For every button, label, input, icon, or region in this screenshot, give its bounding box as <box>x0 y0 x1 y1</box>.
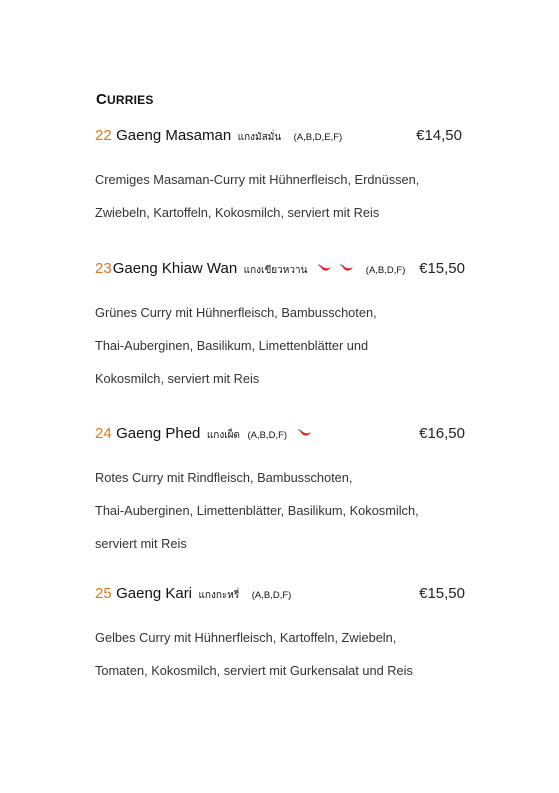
item-name: Gaeng Phed <box>116 425 201 442</box>
chili-pepper-icon <box>340 264 354 274</box>
description-line: Tomaten, Kokosmilch, serviert mit Gurkensalat und Reis <box>95 663 413 678</box>
item-allergens: (A,B,D,F) <box>247 430 288 441</box>
item-description <box>95 461 467 560</box>
item-thai-name: แกงมัสมั่น <box>237 132 282 143</box>
item-price: €14,50 <box>416 127 462 144</box>
description-line: Cremiges Masaman-Curry mit Hühnerfleisch, Erdnüssen, <box>95 172 420 187</box>
item-name: Gaeng Kari <box>116 585 193 602</box>
item-number: 24 <box>95 425 112 442</box>
description-line: serviert mit Reis <box>95 536 187 551</box>
description-line: Rotes Curry mit Rindfleisch, Bambusschoten, <box>95 470 353 485</box>
item-description <box>95 296 467 395</box>
chili-rating <box>298 425 316 443</box>
item-name: Gaeng Masaman <box>116 127 232 144</box>
menu-item <box>95 260 467 395</box>
chili-rating <box>318 260 358 278</box>
menu-item-header <box>95 127 467 147</box>
item-allergens: (A,B,D,E,F) <box>293 132 343 143</box>
item-number: 23 <box>95 260 112 277</box>
item-price: €15,50 <box>419 260 465 277</box>
item-number: 22 <box>95 127 112 144</box>
item-allergens: (A,B,D,F) <box>365 265 406 276</box>
chili-pepper-icon <box>318 264 332 274</box>
menu-item-header <box>95 585 467 605</box>
description-line: Kokosmilch, serviert mit Reis <box>95 371 260 386</box>
description-line: Thai-Auberginen, Limettenblätter, Basilikum, Kokosmilch, <box>95 503 419 518</box>
item-thai-name: แกงกะหรี่ <box>198 590 240 601</box>
section-title-rest: URRIES <box>107 93 154 107</box>
menu-item <box>95 425 467 560</box>
section-title <box>96 91 154 108</box>
item-thai-name: แกงเผ็ด <box>206 430 240 441</box>
menu-item-header <box>95 425 467 445</box>
description-line: Grünes Curry mit Hühnerfleisch, Bambusschoten, <box>95 305 377 320</box>
item-name: Gaeng Khiaw Wan <box>112 260 238 277</box>
menu-item <box>95 585 467 687</box>
menu-item <box>95 127 467 229</box>
description-line: Thai-Auberginen, Basilikum, Limettenblätter und <box>95 338 369 353</box>
section-title-initial: C <box>96 91 108 108</box>
menu-item-header <box>95 260 467 280</box>
item-allergens: (A,B,D,F) <box>251 590 292 601</box>
chili-pepper-icon <box>298 429 312 439</box>
item-thai-name: แกงเขียวหวาน <box>243 265 308 276</box>
item-description <box>95 163 467 229</box>
item-number: 25 <box>95 585 112 602</box>
description-line: Gelbes Curry mit Hühnerfleisch, Kartoffeln, Zwiebeln, <box>95 630 397 645</box>
item-price: €16,50 <box>419 425 465 442</box>
item-description <box>95 621 467 687</box>
description-line: Zwiebeln, Kartoffeln, Kokosmilch, serviert mit Reis <box>95 205 380 220</box>
item-price: €15,50 <box>419 585 465 602</box>
